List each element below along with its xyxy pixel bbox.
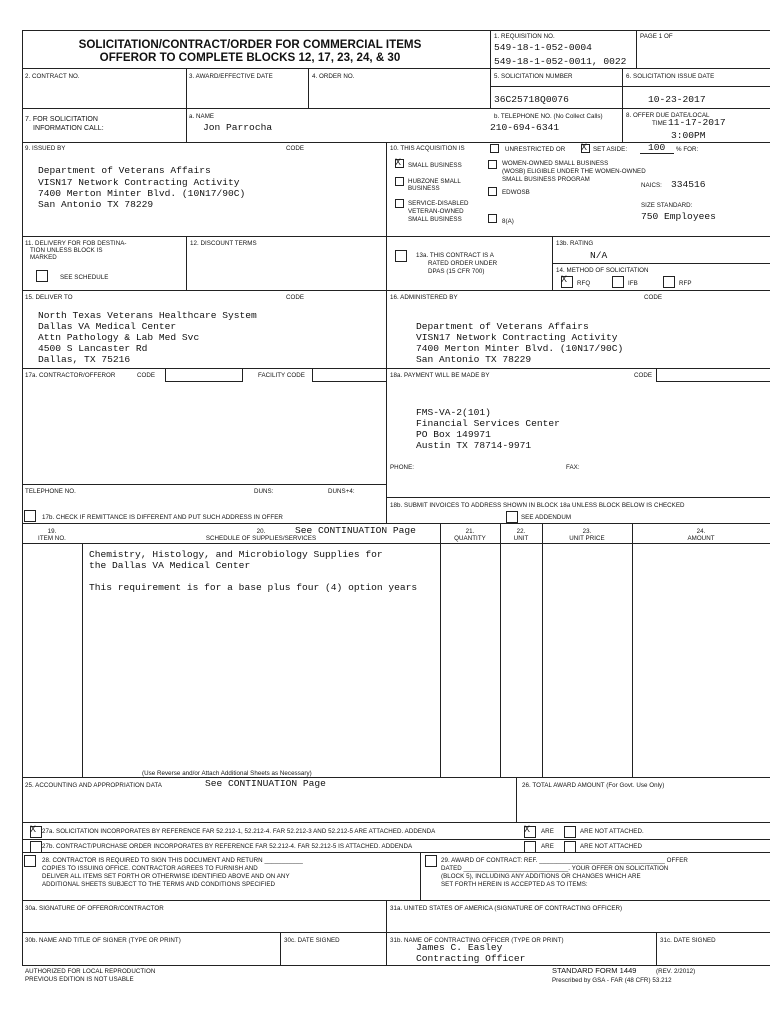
contracting-officer-name: James C. Easley	[416, 942, 503, 953]
rule	[280, 932, 281, 965]
rule	[22, 290, 770, 291]
small-business-checkbox[interactable]	[395, 159, 404, 168]
contact-name-label: a. NAME	[189, 113, 215, 120]
requisition-value-1[interactable]: 549-18-1-052-0004	[494, 42, 592, 53]
rule	[22, 30, 23, 965]
sdvosb-label-2: VETERAN-OWNED	[408, 208, 464, 215]
offeror-signature-label: 30a. SIGNATURE OF OFFEROR/CONTRACTOR	[25, 905, 164, 912]
percent-underline	[640, 153, 674, 154]
27b-checkbox[interactable]	[30, 841, 42, 853]
government-date-signed-label: 31c. DATE SIGNED	[660, 937, 716, 944]
see-schedule-label: SEE SCHEDULE	[60, 274, 109, 281]
rated-order-label-3: DPAS (15 CFR 700)	[428, 268, 485, 275]
deliver-to-line-4: 4500 S Lancaster Rd	[38, 343, 148, 354]
28-line-4: ADDITIONAL SHEETS SUBJECT TO THE TERMS AND CONDITIONS SPECIFIED	[42, 881, 276, 888]
col-schedule: SCHEDULE OF SUPPLIES/SERVICES	[205, 535, 317, 542]
requisition-label: 1. REQUISITION NO.	[494, 33, 555, 40]
rule	[22, 932, 770, 933]
rule	[636, 30, 637, 68]
accounting-value: See CONTINUATION Page	[205, 778, 326, 789]
signer-name-label: 30b. NAME AND TITLE OF SIGNER (TYPE OR PRINT)	[25, 937, 181, 944]
ifb-checkbox[interactable]	[612, 276, 624, 288]
ifb-label: IFB	[628, 280, 638, 287]
rule	[632, 523, 633, 777]
contracting-officer-title: Contracting Officer	[416, 953, 526, 964]
27b-are-label: ARE	[541, 843, 554, 850]
rule	[386, 497, 770, 498]
administered-by-label: 16. ADMINISTERED BY	[390, 294, 458, 301]
contractor-phone-label: TELEPHONE NO.	[25, 488, 76, 495]
offeror-date-signed-label: 30c. DATE SIGNED	[284, 937, 340, 944]
wosb-checkbox[interactable]	[488, 160, 497, 169]
28-checkbox[interactable]	[24, 855, 36, 867]
footer-revision: (REV. 2/2012)	[656, 968, 696, 975]
rule	[22, 777, 770, 778]
rfq-checkbox[interactable]	[561, 276, 573, 288]
administered-by-line-2: VISN17 Network Contracting Activity	[416, 332, 618, 343]
27a-label: 27a. SOLICITATION INCORPORATES BY REFERENCE FAR 52.212-1, 52.212-4. FAR 52.212-3 AND 52.212-5 ARE ATTACHED. ADDENDA	[42, 828, 436, 835]
naics-value[interactable]: 334516	[671, 179, 706, 190]
schedule-desc-1: Chemistry, Histology, and Microbiology Supplies for	[89, 549, 383, 560]
administered-by-code-label: CODE	[644, 294, 663, 301]
hubzone-label-2: BUSINESS	[408, 185, 440, 192]
issued-by-line-4: San Antonio TX 78229	[38, 199, 154, 210]
rule	[22, 543, 770, 544]
schedule-desc-3: This requirement is for a base plus four (4) option years	[89, 582, 418, 593]
wosb-label-1: WOMEN-OWNED SMALL BUSINESS	[502, 160, 609, 167]
sdvosb-label-1: SERVICE-DISABLED	[408, 200, 469, 207]
payment-label: 18a. PAYMENT WILL BE MADE BY	[390, 372, 490, 379]
duns-label: DUNS:	[254, 488, 274, 495]
col-amount: AMOUNT	[687, 535, 715, 542]
col-schedule-num: 20.	[256, 528, 266, 535]
rule	[622, 68, 623, 142]
col-unit-price-num: 23.	[582, 528, 592, 535]
rule	[22, 30, 770, 31]
27a-are-checkbox[interactable]	[524, 826, 536, 838]
administered-by-line-1: Department of Veterans Affairs	[416, 321, 589, 332]
sdvosb-checkbox[interactable]	[395, 199, 404, 208]
rule	[490, 30, 491, 108]
rule	[186, 236, 187, 290]
col-amount-num: 24.	[696, 528, 706, 535]
rule	[22, 108, 770, 109]
duns4-label: DUNS+4:	[328, 488, 355, 495]
rule	[516, 777, 517, 822]
award-date-label: 3. AWARD/EFFECTIVE DATE	[189, 73, 273, 80]
rule	[82, 543, 83, 777]
schedule-desc-2: the Dallas VA Medical Center	[89, 560, 251, 571]
29-line-2: DATED ______________________________. YOUR OFFER ON SOLICITATION	[441, 865, 669, 872]
solicitation-issue-date-value[interactable]: 10-23-2017	[648, 94, 706, 105]
wosb-label-2: (WOSB) ELIGIBLE UNDER THE WOMEN-OWNED	[502, 168, 646, 175]
deliver-to-line-2: Dallas VA Medical Center	[38, 321, 177, 332]
solicitation-info-label-2: INFORMATION CALL:	[33, 125, 104, 132]
col-quantity: QUANTITY	[454, 535, 486, 542]
rating-label: 13b. RATING	[556, 240, 594, 247]
offer-due-date-value[interactable]: 11-17-2017	[668, 117, 726, 128]
solicitation-number-value[interactable]: 36C25718Q0076	[494, 94, 569, 105]
wosb-label-3: SMALL BUSINESS PROGRAM	[502, 176, 590, 183]
rule	[22, 822, 770, 823]
deliver-to-line-5: Dallas, TX 75216	[38, 354, 131, 365]
rule	[22, 484, 386, 485]
facility-code-field[interactable]	[312, 368, 386, 382]
unrestricted-checkbox[interactable]	[490, 144, 499, 153]
form-title-line2: OFFEROR TO COMPLETE BLOCKS 12, 17, 23, 24, & 30	[99, 51, 401, 64]
29-line-3: (BLOCK 5), INCLUDING ANY ADDITIONS OR CHANGES WHICH ARE	[441, 873, 641, 880]
addendum-checkbox[interactable]	[506, 511, 518, 523]
col-unit-price: UNIT PRICE	[569, 535, 605, 542]
deliver-to-label: 15. DELIVER TO	[25, 294, 73, 301]
issued-by-code-label: CODE	[286, 145, 305, 152]
offer-due-label-1: 8. OFFER DUE DATE/LOCAL	[626, 112, 710, 119]
rule	[22, 900, 770, 901]
remittance-checkbox[interactable]	[24, 510, 36, 522]
rated-order-label-1: 13a. THIS CONTRACT IS A	[416, 252, 494, 259]
rfp-label: RFP	[679, 280, 692, 287]
issued-by-line-2: VISN17 Network Contracting Activity	[38, 177, 240, 188]
accounting-label: 25. ACCOUNTING AND APPROPRIATION DATA	[25, 782, 162, 789]
deliver-to-line-1: North Texas Veterans Healthcare System	[38, 310, 257, 321]
col-unit-num: 22.	[516, 528, 526, 535]
rule	[22, 236, 770, 237]
eight-a-checkbox[interactable]	[488, 214, 497, 223]
27a-are-label: ARE	[541, 828, 554, 835]
payment-line-3: PO Box 149971	[416, 429, 491, 440]
method-of-solicitation-label: 14. METHOD OF SOLICITATION	[556, 267, 649, 274]
solicitation-info-label-1: 7. FOR SOLICITATION	[25, 116, 99, 123]
27a-are-not-label: ARE NOT ATTACHED.	[580, 828, 644, 835]
issued-by-line-1: Department of Veterans Affairs	[38, 165, 211, 176]
size-standard-value[interactable]: 750 Employees	[641, 211, 716, 222]
fob-label-2: TION UNLESS BLOCK IS	[30, 247, 103, 254]
eight-a-label: 8(A)	[502, 218, 514, 225]
contact-phone-value[interactable]: 210-694-6341	[490, 122, 560, 133]
rfp-checkbox[interactable]	[663, 276, 675, 288]
unrestricted-label: UNRESTRICTED OR	[505, 146, 566, 153]
set-aside-checkbox[interactable]	[581, 144, 590, 153]
payment-phone-label: PHONE:	[390, 464, 415, 471]
rule	[656, 932, 657, 965]
sdvosb-label-3: SMALL BUSINESS	[408, 216, 462, 223]
28-line-3: DELIVER ALL ITEMS SET FORTH OR OTHERWISE IDENTIFIED ABOVE AND ON ANY	[42, 873, 290, 880]
rule	[22, 965, 770, 966]
rule	[542, 523, 543, 777]
col-quantity-num: 21.	[465, 528, 475, 535]
rule	[552, 263, 770, 264]
deliver-to-line-3: Attn Pathology & Lab Med Svc	[38, 332, 200, 343]
rule	[22, 852, 770, 853]
rfq-label: RFQ	[577, 280, 591, 287]
set-aside-label: SET ASIDE:	[593, 146, 628, 153]
addendum-label: SEE ADDENDUM	[521, 514, 572, 521]
27b-are-not-label: ARE NOT ATTACHED	[580, 843, 642, 850]
27b-are-checkbox[interactable]	[524, 841, 536, 853]
administered-by-line-3: 7400 Merton Minter Blvd. (10N17/90C)	[416, 343, 624, 354]
offer-due-label-2: TIME	[652, 120, 667, 127]
col-unit: UNIT	[513, 535, 529, 542]
payment-line-1: FMS-VA-2(101)	[416, 407, 491, 418]
payment-fax-label: FAX:	[566, 464, 580, 471]
payment-line-2: Financial Services Center	[416, 418, 560, 429]
28-line-2: COPIES TO ISSUING OFFICE. CONTRACTOR AGREES TO FURNISH AND	[42, 865, 258, 872]
rule	[22, 68, 770, 69]
rule	[386, 900, 387, 965]
edwosb-label: EDWOSB	[502, 189, 530, 196]
rule	[308, 68, 309, 108]
order-no-label: 4. ORDER NO.	[312, 73, 355, 80]
acquisition-label: 10. THIS ACQUISITION IS	[390, 145, 465, 152]
footer-prescribed: Prescribed by GSA - FAR (48 CFR) 53.212	[552, 977, 672, 984]
fob-label-1: 11. DELIVERY FOR FOB DESTINA-	[25, 240, 127, 247]
contractor-code-label: CODE	[137, 372, 156, 379]
rated-order-label-2: RATED ORDER UNDER	[428, 260, 498, 267]
remittance-label: 17b. CHECK IF REMITTANCE IS DIFFERENT AND PUT SUCH ADDRESS IN OFFER	[42, 514, 283, 521]
hubzone-checkbox[interactable]	[395, 177, 404, 186]
28-line-1: 28. CONTRACTOR IS REQUIRED TO SIGN THIS DOCUMENT AND RETURN ___________	[42, 857, 303, 864]
deliver-to-code-label: CODE	[286, 294, 305, 301]
29-checkbox[interactable]	[425, 855, 437, 867]
administered-by-line-4: San Antonio TX 78229	[416, 354, 532, 365]
rule	[500, 523, 501, 777]
contact-name-value[interactable]: Jon Parrocha	[203, 122, 273, 133]
total-award-label: 26. TOTAL AWARD AMOUNT (For Govt. Use Only)	[522, 782, 665, 789]
col-item-no: ITEM NO.	[38, 535, 66, 542]
payment-code-field[interactable]	[656, 368, 770, 382]
rule	[22, 523, 770, 524]
solicitation-issue-date-label: 6. SOLICITATION ISSUE DATE	[626, 73, 715, 80]
col-item-no-num: 19.	[47, 528, 57, 535]
solicitation-number-label: 5. SOLICITATION NUMBER	[494, 73, 573, 80]
set-aside-percent[interactable]: 100	[648, 142, 666, 153]
contact-phone-label: b. TELEPHONE NO. (No Collect Calls)	[494, 113, 603, 120]
schedule-continuation: See CONTINUATION Page	[295, 525, 416, 536]
form-title-line1: SOLICITATION/CONTRACT/ORDER FOR COMMERCIAL ITEMS	[78, 38, 422, 51]
contract-no-label: 2. CONTRACT NO.	[25, 73, 80, 80]
hubzone-label-1: HUBZONE SMALL	[408, 178, 461, 185]
rule	[386, 142, 387, 523]
submit-invoices-label: 18b. SUBMIT INVOICES TO ADDRESS SHOWN IN BLOCK 18a UNLESS BLOCK BELOW IS CHECKED	[390, 502, 685, 509]
29-line-1: 29. AWARD OF CONTRACT: REF. ____________________________________ OFFER	[441, 857, 688, 864]
contractor-label: 17a. CONTRACTOR/OFFEROR	[25, 372, 116, 379]
payment-line-4: Austin TX 78714-9971	[416, 440, 532, 451]
27a-are-not-checkbox[interactable]	[564, 826, 576, 838]
page-label: PAGE 1 OF	[640, 33, 673, 40]
rule	[420, 852, 421, 900]
contracting-officer-signature-label: 31a. UNITED STATES OF AMERICA (SIGNATURE OF CONTRACTING OFFICER)	[390, 905, 623, 912]
small-business-label: SMALL BUSINESS	[408, 162, 462, 169]
rule	[22, 839, 770, 840]
discount-terms-label: 12. DISCOUNT TERMS	[190, 240, 257, 247]
contractor-code-field[interactable]	[165, 368, 243, 382]
payment-code-label: CODE	[634, 372, 653, 379]
edwosb-checkbox[interactable]	[488, 187, 497, 196]
footer-previous-edition: PREVIOUS EDITION IS NOT USABLE	[25, 976, 134, 983]
footer-form-name: STANDARD FORM 1449	[552, 966, 637, 975]
footer-authorized: AUTHORIZED FOR LOCAL REPRODUCTION	[25, 968, 156, 975]
fob-label-3: MARKED	[30, 254, 57, 261]
rated-order-checkbox[interactable]	[395, 250, 407, 262]
27b-label: 27b. CONTRACT/PURCHASE ORDER INCORPORATES BY REFERENCE FAR 52.212-4. FAR 52.212-5 IS ATTACHED. ADDENDA	[42, 843, 413, 850]
requisition-value-2[interactable]: 549-18-1-052-0011, 0022	[494, 56, 627, 67]
percent-for-label: % FOR:	[676, 146, 699, 153]
rating-value[interactable]: N/A	[590, 250, 608, 261]
rule	[490, 86, 770, 87]
offer-due-time-value[interactable]: 3:00PM	[671, 130, 706, 141]
29-line-4: SET FORTH HEREIN IS ACCEPTED AS TO ITEMS:	[441, 881, 588, 888]
issued-by-label: 9. ISSUED BY	[25, 145, 66, 152]
facility-code-label: FACILITY CODE	[258, 372, 305, 379]
issued-by-line-3: 7400 Merton Minter Blvd. (10N17/90C)	[38, 188, 246, 199]
size-standard-label: SIZE STANDARD:	[641, 202, 693, 209]
rule	[440, 523, 441, 777]
27b-are-not-checkbox[interactable]	[564, 841, 576, 853]
naics-label: NAICS:	[641, 182, 662, 189]
contracting-officer-name-label: 31b. NAME OF CONTRACTING OFFICER (TYPE OR PRINT)	[390, 937, 564, 944]
see-schedule-checkbox[interactable]	[36, 270, 48, 282]
27a-checkbox[interactable]	[30, 826, 42, 838]
rule	[186, 68, 187, 142]
schedule-footnote: (Use Reverse and/or Attach Additional Sheets as Necessary)	[142, 770, 312, 777]
